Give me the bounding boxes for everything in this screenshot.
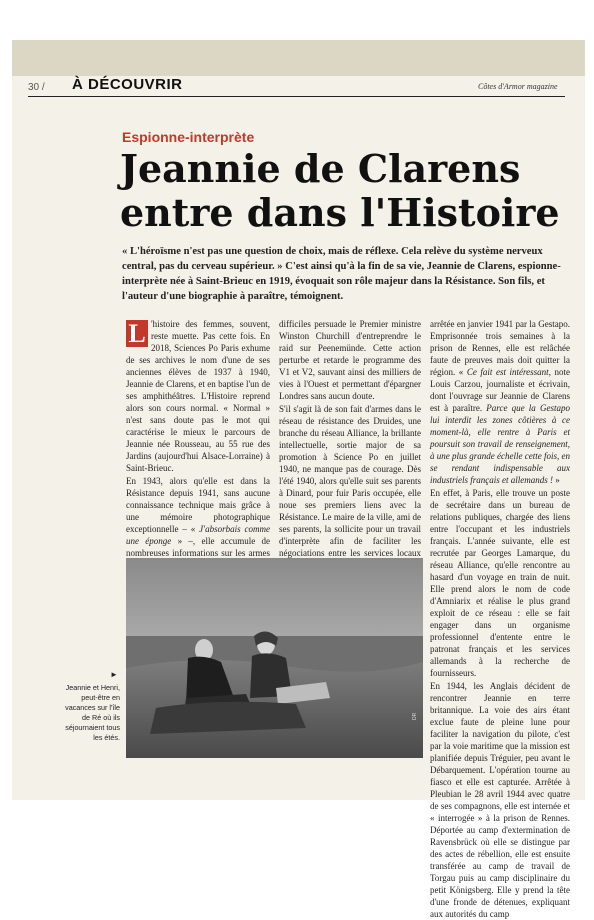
quote-text: J'absorbais comme une éponge bbox=[126, 524, 270, 546]
article-kicker: Espionne-interprète bbox=[122, 129, 255, 145]
scan-top-band bbox=[12, 40, 585, 76]
header-rule bbox=[28, 96, 565, 97]
quote-text: Ce fait est intéressant bbox=[466, 367, 549, 377]
paragraph: S'il s'agit là de son fait d'armes dans le réseau de résistance des Druides, une branche du réseau Alliance, la brillante intellectuelle, sortie major de sa promotion à Science Po en juillet 1940, ne manque pas de courage. Dès l'été 1940, alors qu'elle suit ses parents à Dinard, pour fuir Paris occupée, elle noue ses premiers liens avec la Résistance. Le maire de la ville, ami de ses parents, la sollicite pour un travail d'interprète afin de faciliter les négociations entre les services locaux bbox=[279, 404, 421, 558]
caption-arrow-icon: ► bbox=[110, 670, 118, 679]
paragraph bbox=[126, 318, 270, 474]
article-photo bbox=[126, 558, 423, 758]
section-title: À DÉCOUVRIR bbox=[72, 76, 183, 93]
text-column-3 bbox=[430, 318, 570, 919]
magazine-name: Côtes d'Armor magazine bbox=[478, 82, 558, 91]
paragraph-text: En 1943, alors qu'elle est dans la Résistance depuis 1941, sans aucune connaissance technique mais grâce à une mémoire photographique exceptionnelle – « bbox=[126, 476, 270, 534]
article-title: Jeannie de Clarens entre dans l'Histoire bbox=[120, 146, 560, 235]
text-column-2 bbox=[279, 318, 421, 558]
paragraph: En 1944, les Anglais décident de rencontrer Jeannie en terre britannique. La voie des airs étant exclue faute de pleine lune pour faciliter la navigation du pilote, c'est par la voie maritime que la mission est planifiée depuis Tréguier, peu avant le Débarquement. L'opération tourne au fiasco et elle est capturée. Arrêtée à Pleubian le 28 avril 1944 avec quatre de ses compagnons, elle est internée et « interrogée » à la prison de Rennes. Déportée au camp d'extermination de Ravensbrück où elle se distingue par des actes de rébellion, elle est ensuite transférée au camp de travail de Torgau puis au camp disciplinaire du petit Königsberg. Elle y prend la tête d'une fronde de détenues, expliquant aux autorités du camp bbox=[430, 681, 570, 919]
paragraph-text: » –, elle accumule de nombreuses informations sur les armes bbox=[126, 536, 271, 558]
paragraph: En effet, à Paris, elle trouve un poste de secrétaire dans un bureau de relations publiques, chargée des liens entre l'occupant et les industriels français. L'année suivante, elle est recrutée par Georges Lamarque, du réseau Alliance, qu'elle rencontre au hasard d'un voyage en train de nuit. Elle prend alors le nom de code d'Amniarix et réalise le plus grand exploit de ce réseau : elle se fait engager dans un organisme professionnel d'entente entre le patronat français et les services allemands à la recherche de fournisseurs. bbox=[430, 488, 570, 678]
page-number: 30 / bbox=[28, 82, 45, 93]
drop-cap: L bbox=[126, 320, 148, 347]
paragraph-text: 'histoire des femmes, souvent, reste muette. Pas cette fois. En 2018, Sciences Po Paris exhume de ses archives le nom d'une de ses anciennes élèves de 1937 à 1940, Jeannie de Clarens, et en baptise l'un de ses amphithéâtres. L'Histoire reprend alors son cours normal. « Normal » n'est sans doute pas le mot qui caractérise le mieux le parcours de Jeannie née Rousseau, au 55 rue des Jardins (aujourd'hui Alsace-Lorraine) à Saint-Brieuc. bbox=[126, 319, 270, 473]
paragraph: difficiles persuade le Premier ministre Winston Churchill d'entreprendre le raid sur Peenemünde. Cette action perturbe et retarde le programme des V1 et V2, sauvant ainsi des milliers de vies à l'Ouest et permettant d'épargner Londres sans aucun doute. bbox=[279, 319, 421, 401]
paragraph-text: arrêtée en janvier 1941 par la Gestapo. Emprisonnée trois semaines à la prison de Rennes, elle est relâchée faute de preuves mais doit quitter la région. « bbox=[430, 319, 570, 377]
beach-photo-illustration bbox=[126, 558, 423, 758]
photo-credit: DR bbox=[412, 712, 418, 720]
quote-text: Parce que la Gestapo lui interdit les zones côtières à ce moment-là, elle rentre à Paris et poursuit son travail de renseignement, à une plus grande échelle cette fois, en se rendant indispensable aux industriels français et allemands ! bbox=[430, 403, 570, 485]
paragraph-text: , note Louis Carzou, journaliste et écrivain, dont l'ouvrage sur Jeannie de Clarens est à paraître. bbox=[430, 367, 570, 413]
paragraph-text: » bbox=[553, 475, 560, 485]
paragraph bbox=[430, 318, 570, 486]
text-column-1 bbox=[126, 318, 271, 558]
photo-caption: Jeannie et Henri, peut-être en vacances sur l'île de Ré où ils séjournaient tous les étés. bbox=[65, 683, 120, 742]
article-chapo: « L'héroïsme n'est pas une question de choix, mais de réflexe. Cela relève du système nerveux central, pas du cerveau supérieur. » C'est ainsi qu'à la fin de sa vie, Jeannie de Clarens, espionne-interprète née à Saint-Brieuc en 1919, évoquait son rôle majeur dans la Résistance. Son fils, et l'auteur d'une biographie à paraître, témoignent. bbox=[122, 246, 561, 302]
